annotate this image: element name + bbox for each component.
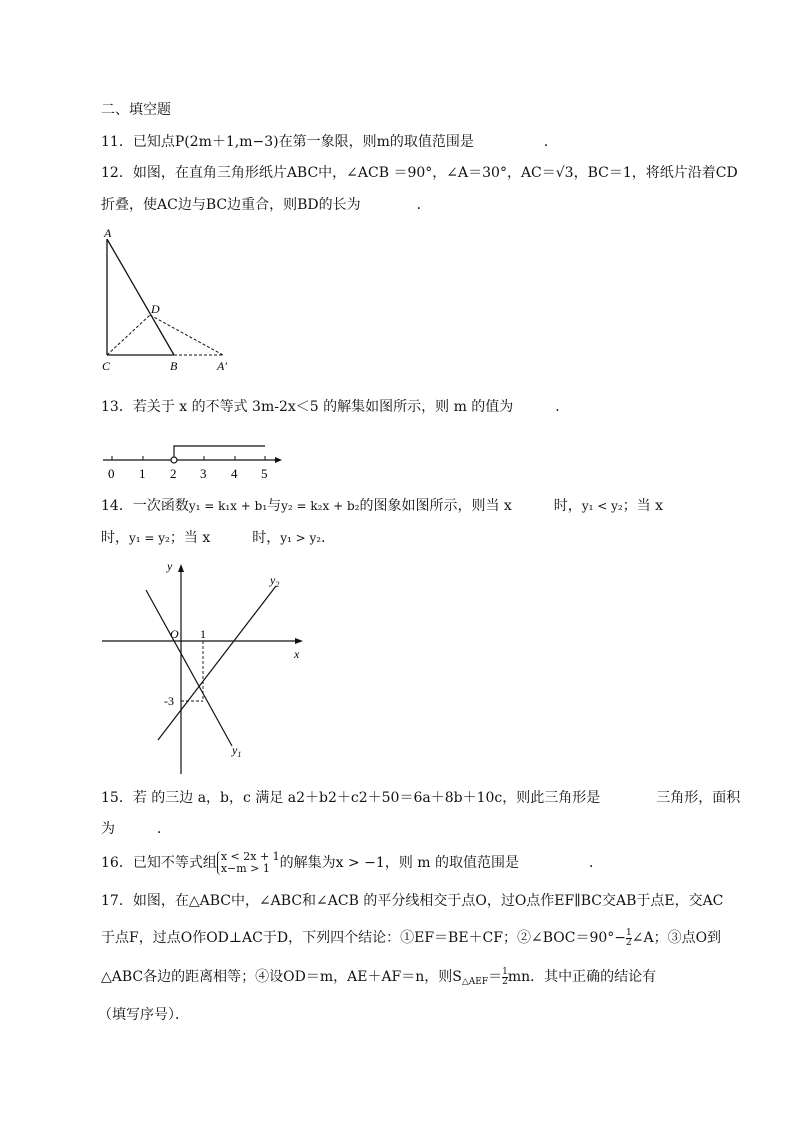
q16-suffix: 的解集为x > −1，则 m 的取值范围是 ．	[279, 855, 603, 871]
q16-prefix: 16．已知不等式组	[101, 855, 217, 871]
solution-ray	[174, 446, 265, 456]
question-17-line-3	[101, 967, 656, 992]
figure-q14-graph	[98, 556, 313, 781]
y-tick-neg3: -3	[164, 694, 174, 708]
q14-cond-eq: y₁ = y₂	[129, 531, 170, 545]
q16-inequality-system	[217, 851, 280, 875]
q14-y2-expr: y₂ = k₂x + b₂	[281, 499, 360, 513]
label-y2: $y_2$	[270, 573, 280, 589]
frac-den: 2	[626, 937, 632, 948]
tick-label-2: 2	[170, 466, 177, 481]
axis-label-y: y	[167, 559, 173, 573]
q17-line2-suffix: ∠A；③点O到	[631, 930, 722, 946]
section-title: 二、填空题	[101, 102, 171, 118]
tick-label-0: 0	[108, 466, 115, 481]
question-14-line-2	[101, 528, 335, 548]
question-16	[101, 850, 603, 876]
q14-mid1: 与	[267, 498, 282, 514]
q14-suffix: ；当 x	[622, 498, 664, 514]
axis-label-x: x	[294, 647, 300, 661]
figure-q12-triangle	[95, 225, 245, 375]
q14-line2-prefix: 时，	[101, 530, 129, 546]
question-13: 13．若关于 x 的不等式 3m-2x＜5 的解集如图所示，则 m 的值为 ．	[101, 399, 570, 415]
line-y1	[146, 590, 232, 746]
question-17-line-1: 17．如图，在△ABC中，∠ABC和∠ACB 的平分线相交于点O，过O点作EF∥BC交AB于点E，交AC	[101, 893, 724, 909]
q14-cond-gt: y₁ > y₂	[280, 531, 322, 545]
label-y1: $y_1$	[232, 743, 242, 759]
q17-line2-prefix: 于点F，过点O作OD⊥AC于D，下列四个结论：①EF＝BE＋CF；②∠BOC＝90°−	[101, 930, 626, 946]
frac-num: 1	[626, 927, 632, 938]
tick-label-5: 5	[261, 466, 268, 481]
origin-label: O	[170, 627, 179, 641]
q17-line3-suffix: mn．其中正确的结论有	[507, 969, 657, 985]
question-17-line-2	[101, 928, 721, 948]
label-A: A	[104, 226, 112, 240]
q14-cond-lt: y₁ < y₂	[581, 499, 623, 513]
question-12-line-2: 折叠，使AC边与BC边重合，则BD的长为 ．	[101, 197, 431, 213]
q14-prefix: 14．一次函数	[101, 498, 189, 514]
x-tick-1: 1	[200, 627, 206, 641]
label-A-prime: A′	[217, 359, 227, 373]
label-C: C	[102, 359, 111, 373]
q17-eq: ＝	[488, 969, 503, 985]
q16-ineq-1: x < 2x + 1	[220, 850, 280, 863]
q16-ineq-2: x−m > 1	[220, 862, 270, 875]
question-15-line-2: 为 ．	[101, 821, 171, 837]
question-12-line-1: 12．如图，在直角三角形纸片ABC中，∠ACB ＝90°，∠A＝30°，AC＝√3，BC＝1，将纸片沿着CD	[101, 165, 738, 181]
question-14-line-1	[101, 496, 663, 516]
frac-den-2: 2	[502, 976, 508, 987]
figure-q13-number-line	[98, 438, 288, 482]
frac-num-2: 1	[502, 966, 508, 977]
question-17-line-4: （填写序号）．	[98, 1007, 189, 1023]
q17-area-subscript: △AEF	[461, 977, 489, 987]
q14-mid2: 的图象如图所示，则当 x 时，	[359, 498, 582, 514]
open-circle	[171, 457, 177, 463]
tick-label-4: 4	[231, 466, 238, 481]
tick-label-3: 3	[200, 466, 207, 481]
line-y2	[158, 586, 276, 740]
tick-marks	[112, 456, 265, 460]
tick-label-1: 1	[139, 466, 146, 481]
q14-line2-suffix: ．	[321, 530, 336, 546]
question-11: 11．已知点P(2m＋1,m−3)在第一象限，则m的取值范围是 ．	[101, 134, 558, 150]
q17-line3-prefix: △ABC各边的距离相等；④设OD＝m，AE＋AF＝n，则S	[101, 969, 462, 985]
q14-line2-mid: ；当 x 时，	[169, 530, 281, 546]
label-B: B	[170, 359, 178, 373]
question-15-line-1: 15．若 的三边 a，b，c 满足 a2＋b2＋c2＋50＝6a＋8b＋10c，则此三角形是 三角形，面积	[101, 790, 741, 806]
q14-y1-expr: y₁ = k₁x + b₁	[188, 499, 268, 513]
label-D: D	[151, 302, 160, 316]
